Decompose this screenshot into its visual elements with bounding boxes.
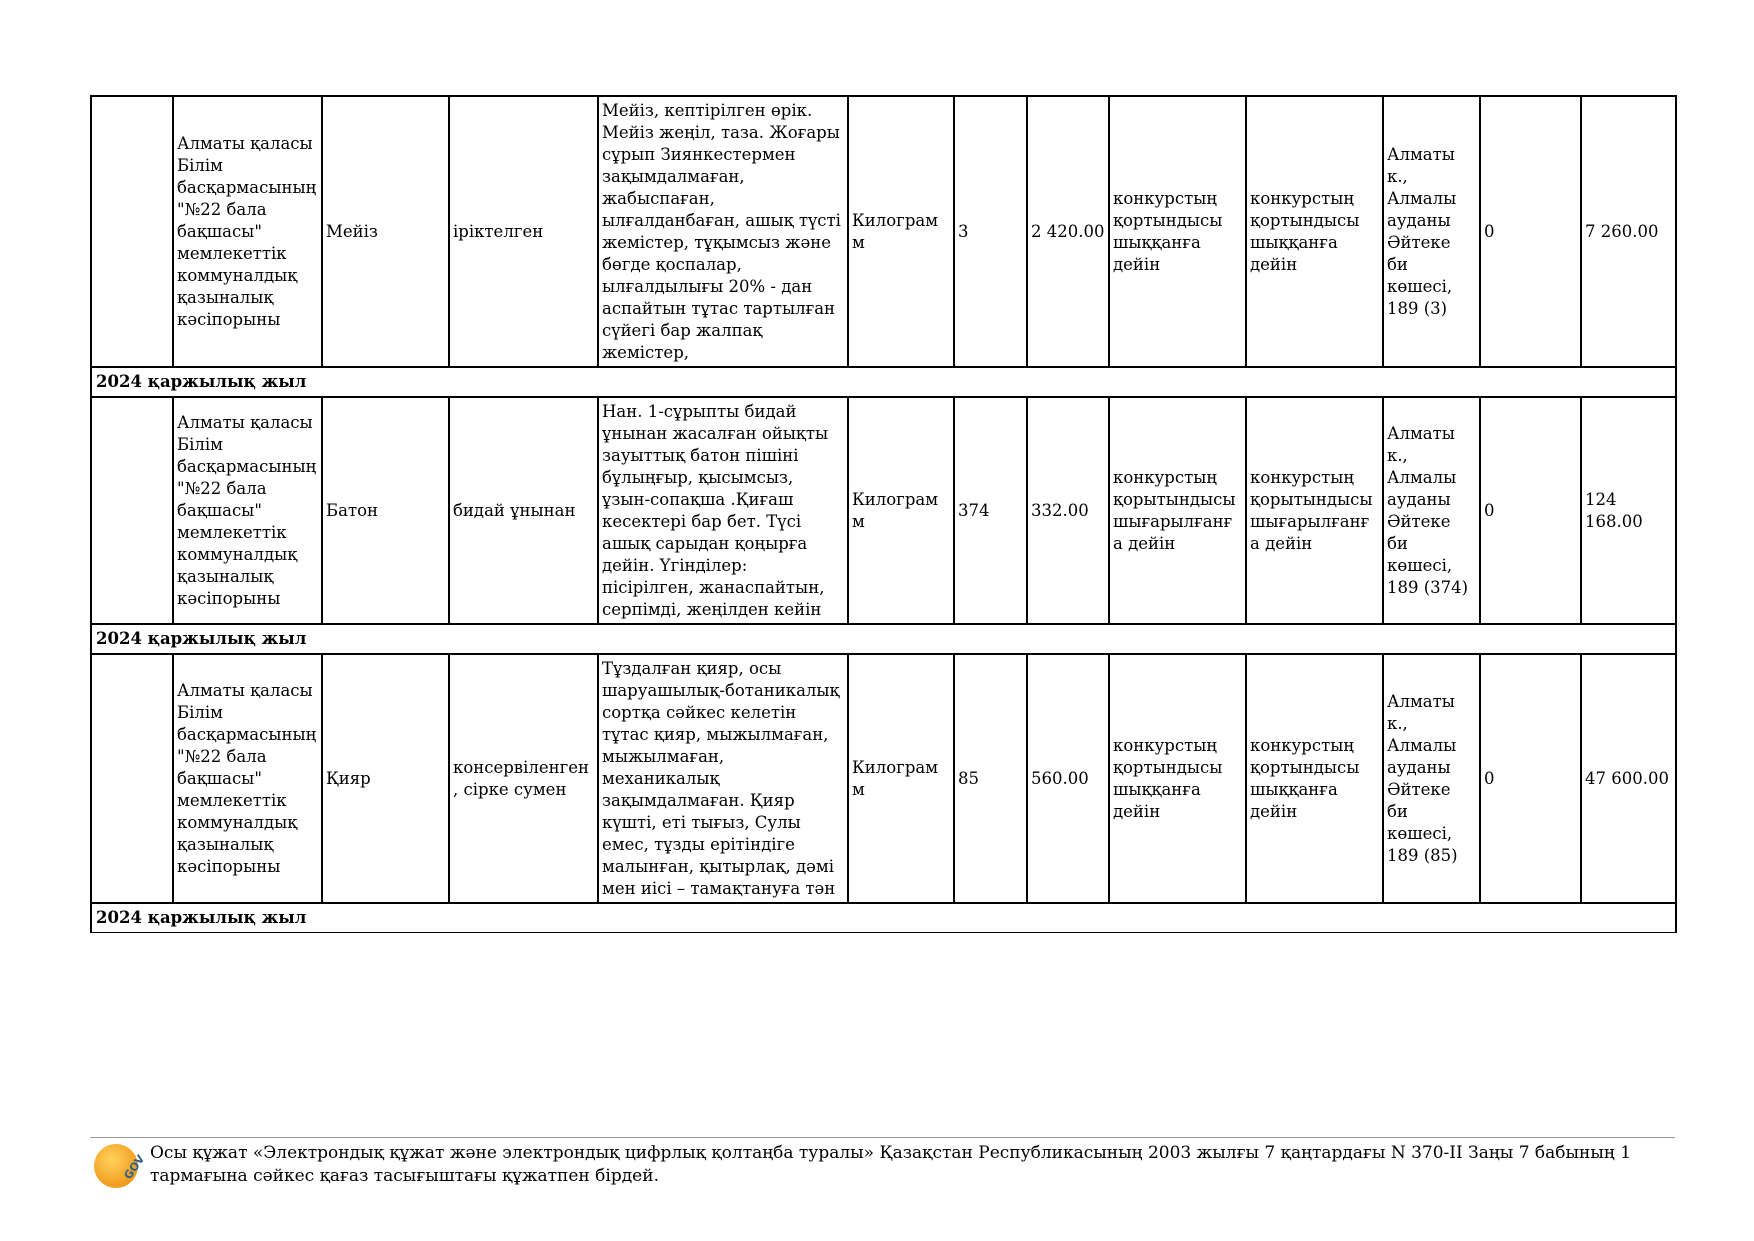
cell-advance: 0 xyxy=(1480,654,1581,903)
table-row xyxy=(91,397,1676,624)
cell-total: 47 600.00 xyxy=(1581,654,1676,903)
cell-place: Алматы к., Алмалы ауданы Әйтеке би көшесі, 189 (374) xyxy=(1383,397,1480,624)
cell-quantity: 85 xyxy=(954,654,1027,903)
footer-divider xyxy=(90,1137,1675,1138)
cell-description: Тұздалған қияр, осы шаруашылық-ботаникалық сортқа сәйкес келетін тұтас қияр, мыжылмаған, мыжылмаған, механикалық зақымдалмаған. Қияр күшті, еті тығыз, Сулы емес, тұзды ерітіндіге малынған, қытырлақ, дәмі мен иісі – тамақтануға тән xyxy=(598,654,848,903)
cell-place: Алматы к., Алмалы ауданы Әйтеке би көшесі, 189 (3) xyxy=(1383,96,1480,367)
cell-name: Қияр xyxy=(322,654,449,903)
cell-description: Мейіз, кептірілген өрік. Мейіз жеңіл, таза. Жоғары сұрып Зиянкестермен зақымдалмаған, жабыспаған, ылғалданбаған, ашық түсті жемістер, тұқымсыз және бөгде қоспалар, ылғалдылығы 20% - дан аспайтын тұтас тартылған сүйегі бар жалпақ жемістер, xyxy=(598,96,848,367)
table-row xyxy=(91,96,1676,367)
cell-term-2: конкурстың қортындысы шыққанға дейін xyxy=(1246,654,1383,903)
cell-characteristic: іріктелген xyxy=(449,96,598,367)
footer-legal-text: Осы құжат «Электрондық құжат және электрондық цифрлық қолтаңба туралы» Қазақстан Республикасының 2003 жылғы 7 қаңтардағы N 370-II Заңы 7 бабының 1 тармағына сәйкес қағаз тасығыштағы құжатпен бірдей. xyxy=(150,1143,1632,1186)
year-row xyxy=(91,624,1676,654)
cell-description: Нан. 1-сұрыпты бидай ұнынан жасалған ойықты зауыттық батон пішіні бұлыңғыр, қысымсыз, ұзын-сопақша .Қиғаш кесектері бар бет. Түсі ашық сарыдан қоңырға дейін. Үгінділер: пісірілген, жанаспайтын, серпімді, жеңілден кейін xyxy=(598,397,848,624)
cell-advance: 0 xyxy=(1480,96,1581,367)
procurement-table xyxy=(90,95,1677,933)
cell-total: 7 260.00 xyxy=(1581,96,1676,367)
cell-customer: Алматы қаласы Білім басқармасының "№22 бала бақшасы" мемлекеттік коммуналдық қазыналық кәсіпорыны xyxy=(173,397,322,624)
cell-number xyxy=(91,96,173,367)
year-label: 2024 қаржылық жыл xyxy=(91,367,1676,397)
cell-characteristic: бидай ұнынан xyxy=(449,397,598,624)
cell-total: 124 168.00 xyxy=(1581,397,1676,624)
cell-unit: Килограмм xyxy=(848,397,954,624)
cell-price: 332.00 xyxy=(1027,397,1109,624)
cell-customer: Алматы қаласы Білім басқармасының "№22 бала бақшасы" мемлекеттік коммуналдық қазыналық кәсіпорыны xyxy=(173,96,322,367)
cell-term-2: конкурстың қортындысы шыққанға дейін xyxy=(1246,96,1383,367)
cell-unit: Килограмм xyxy=(848,96,954,367)
logo-text: GOV xyxy=(121,1152,148,1182)
year-row xyxy=(91,367,1676,397)
cell-term-1: конкурстың қортындысы шыққанға дейін xyxy=(1109,96,1246,367)
cell-quantity: 374 xyxy=(954,397,1027,624)
cell-name: Батон xyxy=(322,397,449,624)
cell-quantity: 3 xyxy=(954,96,1027,367)
cell-place: Алматы к., Алмалы ауданы Әйтеке би көшесі, 189 (85) xyxy=(1383,654,1480,903)
cell-term-2: конкурстың қорытындысы шығарылғанға дейін xyxy=(1246,397,1383,624)
cell-customer: Алматы қаласы Білім басқармасының "№22 бала бақшасы" мемлекеттік коммуналдық қазыналық кәсіпорыны xyxy=(173,654,322,903)
cell-number xyxy=(91,654,173,903)
cell-price: 560.00 xyxy=(1027,654,1109,903)
cell-term-1: конкурстың қортындысы шыққанға дейін xyxy=(1109,654,1246,903)
cell-name: Мейіз xyxy=(322,96,449,367)
cell-characteristic: консервіленген, сірке сумен xyxy=(449,654,598,903)
cell-price: 2 420.00 xyxy=(1027,96,1109,367)
cell-number xyxy=(91,397,173,624)
cell-term-1: конкурстың қорытындысы шығарылғанға дейін xyxy=(1109,397,1246,624)
egov-logo-icon xyxy=(92,1141,148,1191)
year-label: 2024 қаржылық жыл xyxy=(91,624,1676,654)
cell-unit: Килограмм xyxy=(848,654,954,903)
year-row xyxy=(91,903,1676,933)
table-row xyxy=(91,654,1676,903)
cell-advance: 0 xyxy=(1480,397,1581,624)
year-label: 2024 қаржылық жыл xyxy=(91,903,1676,933)
